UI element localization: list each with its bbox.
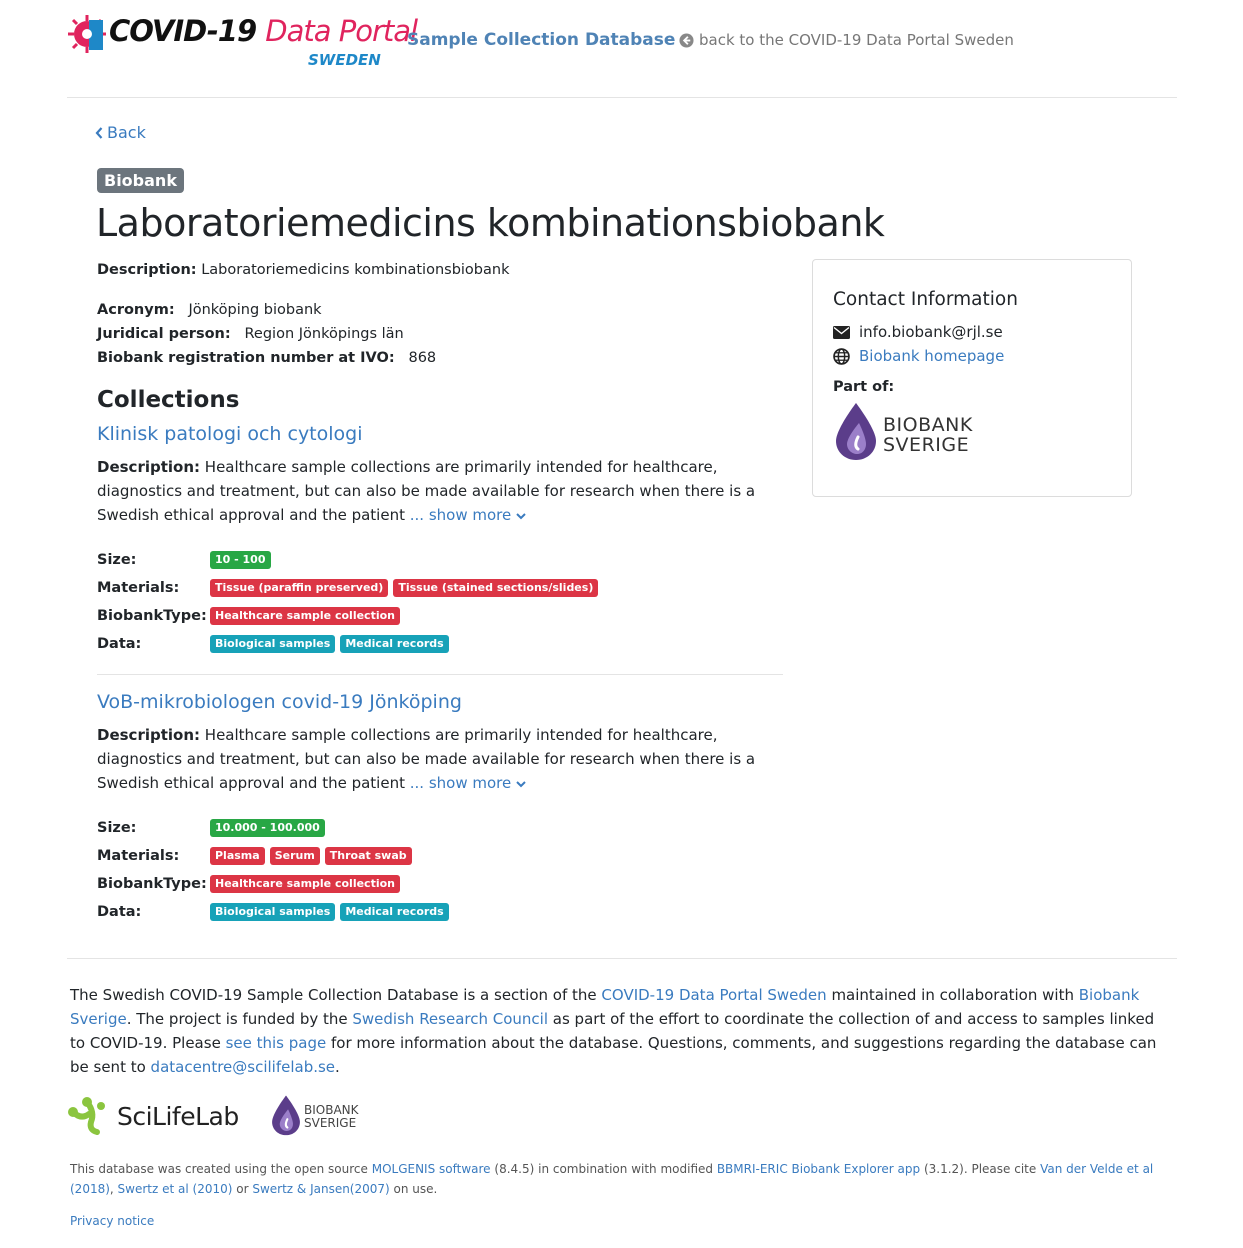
- citation-link-vdv[interactable]: Van der Velde et al (2018): [70, 1162, 1154, 1196]
- scilifelab-wordmark: SciLifeLab: [117, 1102, 239, 1131]
- footer-text: .: [335, 1058, 340, 1076]
- data-label: Data:: [97, 904, 142, 920]
- contact-title: Contact Information: [833, 289, 1018, 310]
- bbmri-link[interactable]: BBMRI-ERIC Biobank Explorer app: [716, 1162, 921, 1176]
- citation-part: (8.4.5) in combination with modified: [490, 1162, 717, 1176]
- material-badge: Throat swab: [325, 847, 412, 865]
- bs-footer-line1: BIOBANK: [304, 1103, 359, 1117]
- contact-email-row: [833, 323, 1003, 341]
- citation-part: ,: [109, 1182, 118, 1196]
- collection-title[interactable]: Klinisk patologi och cytologi: [97, 423, 363, 445]
- description-row: [97, 262, 509, 278]
- materials-row: [97, 846, 417, 866]
- materials-row: [97, 578, 603, 598]
- covid-portal-logo[interactable]: [67, 12, 418, 72]
- data-badge: Biological samples: [210, 635, 335, 653]
- citation-part: or: [232, 1182, 253, 1196]
- datacentre-email-link[interactable]: datacentre@scilifelab.se: [150, 1058, 336, 1076]
- data-row: [97, 634, 454, 654]
- molgenis-link[interactable]: MOLGENIS software: [371, 1162, 491, 1176]
- citation-text: [70, 1159, 1170, 1199]
- covid-portal-link[interactable]: COVID-19 Data Portal Sweden: [601, 986, 827, 1004]
- type-badge: Biobank: [97, 168, 184, 193]
- data-badge: Biological samples: [210, 903, 335, 921]
- globe-icon: [833, 348, 850, 365]
- ivo-value: 868: [408, 350, 437, 366]
- juridical-row: [97, 326, 404, 342]
- biobank-drop-icon: [270, 1094, 302, 1136]
- scilifelab-logo[interactable]: [67, 1094, 257, 1136]
- collection-divider: [97, 674, 783, 675]
- citation-link-swertz2010[interactable]: Swertz et al (2010): [117, 1182, 233, 1196]
- collection-description: [97, 723, 777, 795]
- ivo-row: [97, 350, 436, 366]
- citation-link-swertz-jansen[interactable]: Swertz & Jansen(2007): [252, 1182, 390, 1196]
- scilifelab-mark-icon: [67, 1094, 109, 1136]
- collections-heading: Collections: [97, 387, 240, 413]
- materials-label: Materials:: [97, 580, 180, 596]
- material-badge: Tissue (paraffin preserved): [210, 579, 388, 597]
- biobank-type-row: [97, 606, 405, 626]
- chevron-down-icon: [516, 512, 526, 520]
- footer-text: maintained in collaboration with: [826, 986, 1079, 1004]
- ivo-label: Biobank registration number at IVO:: [97, 350, 395, 366]
- biobank-drop-icon: [833, 401, 879, 461]
- biobank-sverige-footer-logo[interactable]: [270, 1094, 370, 1138]
- logo-main-text: COVID-19: [109, 14, 257, 48]
- bs-footer-line2: SVERIGE: [304, 1116, 357, 1130]
- page-title: Laboratoriemedicins kombinationsbiobank: [96, 201, 885, 245]
- virus-icon: [67, 14, 107, 54]
- biobank-type-badge: Healthcare sample collection: [210, 607, 400, 625]
- data-badge: Medical records: [340, 903, 448, 921]
- footer-text: . The project is funded by the: [126, 1010, 353, 1028]
- data-badge: Medical records: [340, 635, 448, 653]
- show-more-link[interactable]: [410, 506, 526, 524]
- data-label: Data:: [97, 636, 142, 652]
- contact-email[interactable]: info.biobank@rjl.se: [859, 323, 1003, 341]
- contact-card: [812, 259, 1132, 497]
- research-council-link[interactable]: Swedish Research Council: [352, 1010, 549, 1028]
- biobank-sverige-link[interactable]: Biobank Sverige: [70, 986, 1140, 1028]
- size-label: Size:: [97, 820, 137, 836]
- bs-logo-line1: BIOBANK: [883, 414, 973, 436]
- show-more-link[interactable]: [410, 774, 526, 792]
- acronym-label: Acronym:: [97, 302, 175, 318]
- footer-about: [70, 983, 1170, 1079]
- materials-label: Materials:: [97, 848, 180, 864]
- collection-description-text: Healthcare sample collections are primarily intended for healthcare, diagnostics and treatment, but can also be made available for research when there is a Swedish ethical approval and the patient: [97, 726, 756, 792]
- footer-divider: [67, 958, 1177, 959]
- part-of-label: Part of:: [833, 379, 895, 395]
- collection-description: [97, 455, 777, 527]
- biobank-type-label: BiobankType:: [97, 608, 207, 624]
- collection-title[interactable]: VoB-mikrobiologen covid-19 Jönköping: [97, 691, 462, 713]
- contact-homepage-row: [833, 347, 1004, 365]
- citation-part: on use.: [389, 1182, 438, 1196]
- show-more-label: ... show more: [409, 774, 512, 792]
- footer-text: The Swedish COVID-19 Sample Collection Database is a section of the: [70, 986, 602, 1004]
- size-row: [97, 818, 330, 838]
- biobank-type-label: BiobankType:: [97, 876, 207, 892]
- acronym-value: Jönköping biobank: [188, 302, 322, 318]
- bs-logo-line2: SVERIGE: [883, 434, 970, 456]
- material-badge: Tissue (stained sections/slides): [393, 579, 598, 597]
- size-row: [97, 550, 276, 570]
- biobank-type-row: [97, 874, 405, 894]
- size-badge: 10 - 100: [210, 551, 271, 569]
- chevron-down-icon: [516, 780, 526, 788]
- logo-sub-text: SWEDEN: [308, 51, 381, 69]
- nav-back-label: back to the COVID-19 Data Portal Sweden: [699, 31, 1014, 49]
- collection-description-label: Description:: [97, 726, 201, 744]
- footer-text: as part of the effort to coordinate the collection of and access to samples linked to COVID-19. Please: [70, 1010, 1155, 1052]
- material-badge: Serum: [270, 847, 320, 865]
- footer-text: for more information about the database. Questions, comments, and suggestions regarding the database can be sent to: [70, 1034, 1157, 1076]
- back-label: Back: [107, 123, 146, 142]
- description-label: Description:: [97, 262, 197, 278]
- biobank-homepage-link[interactable]: Biobank homepage: [859, 347, 1005, 365]
- citation-part: This database was created using the open source: [70, 1162, 372, 1176]
- back-link[interactable]: [95, 123, 146, 142]
- data-row: [97, 902, 454, 922]
- see-this-page-link[interactable]: see this page: [225, 1034, 327, 1052]
- logo-accent-text: Data Portal: [265, 14, 418, 48]
- privacy-notice-link[interactable]: Privacy notice: [70, 1214, 155, 1228]
- envelope-icon: [833, 326, 850, 339]
- nav-back-to-portal[interactable]: [679, 31, 1014, 49]
- size-badge: 10.000 - 100.000: [210, 819, 325, 837]
- citation-part: (3.1.2). Please cite: [920, 1162, 1041, 1176]
- acronym-row: [97, 302, 322, 318]
- collection-description-text: Healthcare sample collections are primarily intended for healthcare, diagnostics and treatment, but can also be made available for research when there is a Swedish ethical approval and the patient: [97, 458, 756, 524]
- nav-sample-collection-database[interactable]: Sample Collection Database: [407, 30, 676, 50]
- chevron-left-icon: [95, 127, 103, 139]
- collection-description-label: Description:: [97, 458, 201, 476]
- material-badge: Plasma: [210, 847, 265, 865]
- juridical-label: Juridical person:: [97, 326, 231, 342]
- biobank-sverige-logo[interactable]: [833, 401, 973, 461]
- size-label: Size:: [97, 552, 137, 568]
- show-more-label: ... show more: [409, 506, 512, 524]
- juridical-value: Region Jönköpings län: [244, 326, 404, 342]
- biobank-type-badge: Healthcare sample collection: [210, 875, 400, 893]
- footer-logos: [67, 1092, 367, 1138]
- description-value: Laboratoriemedicins kombinationsbiobank: [201, 262, 510, 278]
- header: [67, 0, 1177, 98]
- arrow-circle-left-icon: [679, 33, 694, 48]
